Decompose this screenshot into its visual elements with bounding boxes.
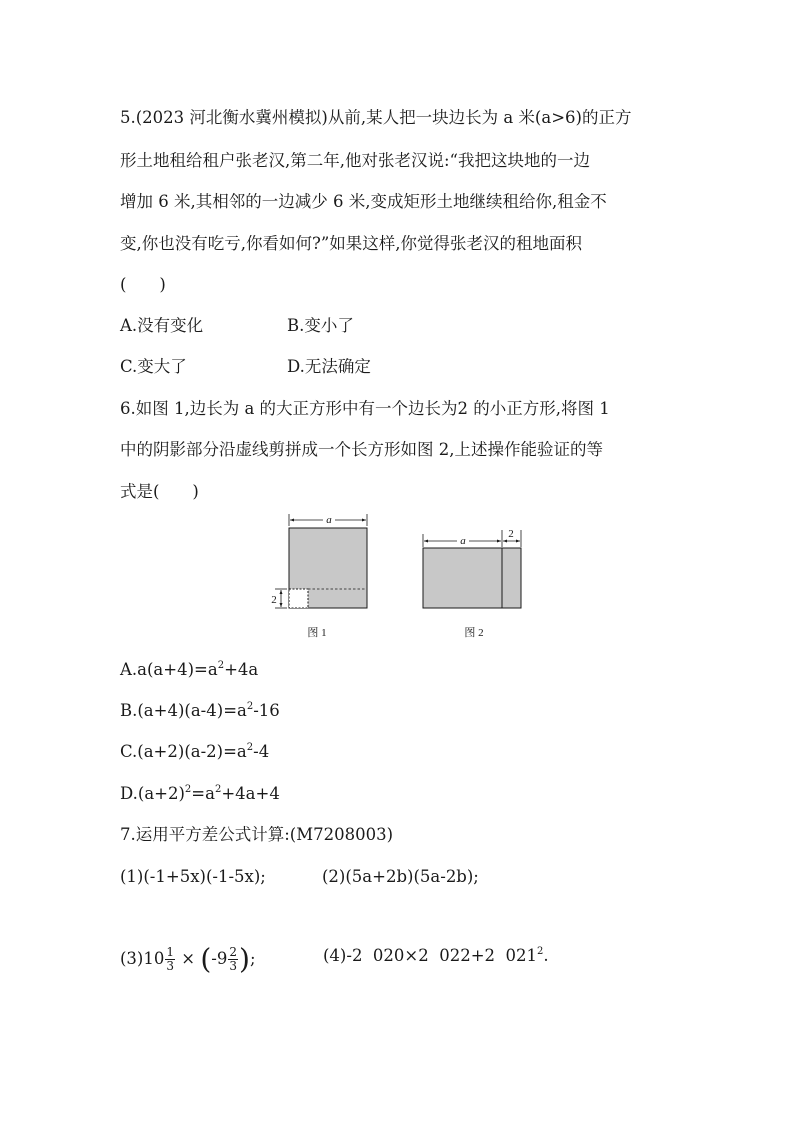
q7-part-2: (2)(5a+2b)(5a-2b); <box>322 867 479 886</box>
q5-option-d: D.无法确定 <box>287 357 371 376</box>
q6-option-c: $C.(a+2)(a-2)=a^2-4$ <box>120 742 270 761</box>
fig2-rectangle <box>423 548 521 608</box>
q6-line-3: 式是( ) <box>120 482 199 501</box>
q7-title: 7.运用平方差公式计算:(M7208003) <box>120 825 394 844</box>
q6-option-b: $B.(a+4)(a-4)=a^2-16$ <box>120 701 280 720</box>
q6-option-a: $A.a(a+4)=a^2+4a$ <box>120 660 259 679</box>
fraction-one-third: $\frac{1}{3}$ <box>166 945 175 973</box>
q6-line-2: 中的阴影部分沿虚线剪拼成一个长方形如图 2,上述操作能验证的等 <box>120 440 603 459</box>
q6-option-d: $D.(a+2)^2=a^2+4a+4$ <box>120 784 280 803</box>
figure-1 <box>262 512 382 642</box>
fig1-label-2: 2 <box>271 594 277 606</box>
fig1-small-square <box>289 589 308 608</box>
q5-option-a: A.没有变化 <box>120 316 204 335</box>
fig1-label-a: a <box>326 514 332 526</box>
fig2-label-2: 2 <box>508 528 514 540</box>
q5-option-c: C.变大了 <box>120 357 187 376</box>
q7-part-1: (1)(-1+5x)(-1-5x); <box>120 867 266 886</box>
q5-answer-blank: ( ) <box>120 275 166 294</box>
q7-part-4: (4)-2 020×2 022+2 $021^2$. <box>323 946 549 965</box>
q5-line-2: 形土地租给租户张老汉,第二年,他对张老汉说:“我把这块地的一边 <box>120 151 590 170</box>
q6-line-1: 6.如图 1,边长为 a 的大正方形中有一个边长为2 的小正方形,将图 1 <box>120 399 610 418</box>
fig2-caption: 图 2 <box>464 627 484 639</box>
fig1-caption: 图 1 <box>307 627 327 639</box>
q5-line-4: 变,你也没有吃亏,你看如何?”如果这样,你觉得张老汉的租地面积 <box>120 234 583 253</box>
q5-option-b: B.变小了 <box>287 316 354 335</box>
fig2-label-a: a <box>460 535 466 547</box>
q7-part-3: (3)10 $\frac{1}{3}$ × (-9 $\frac{2}{3}$ ); <box>120 942 256 976</box>
q5-line-1: 5.(2023 河北衡水冀州模拟)从前,某人把一块边长为 a 米(a>6)的正方 <box>120 108 632 127</box>
fraction-two-thirds: $\frac{2}{3}$ <box>229 945 237 973</box>
q5-line-3: 增加 6 米,其相邻的一边减少 6 米,变成矩形土地继续租给你,租金不 <box>120 192 607 211</box>
figure-2 <box>410 522 540 642</box>
